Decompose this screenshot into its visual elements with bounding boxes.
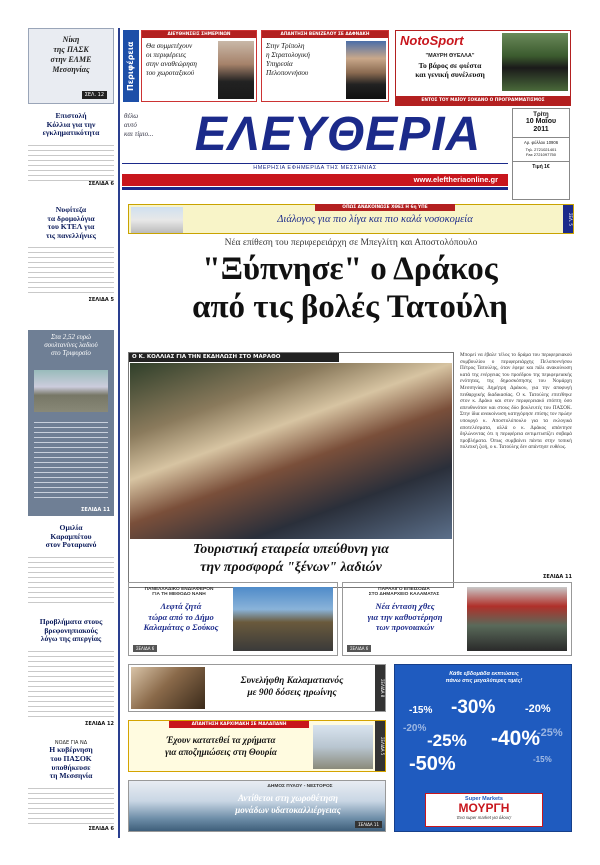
masthead-title: ΕΛΕΥΘΕΡΙΑ <box>194 108 482 161</box>
teaser-text: Το βάρος σε φιέστα και γενική συνέλευση <box>415 61 485 79</box>
masthead <box>168 108 508 162</box>
article-title: Νυφίτεζα τα δρομολόγια του ΚΤΕΛ για τις πανελλήνιες <box>46 205 96 240</box>
article-title: Ομιλία Καραμπέτου στον Ροταριανό <box>45 523 97 550</box>
article-kicker: ΝΟΔΕ ΓΙΑ ΝΔ <box>54 740 88 746</box>
ad-discount-8: -50% <box>409 753 456 775</box>
story-text: Συνελήφθη Καλαματιανός με 900 δόσεις ηρωίνης <box>240 676 344 698</box>
page-ref: ΣΕΛΙΔΑ 11 <box>81 507 110 513</box>
ad-discount-7: -25% <box>537 727 563 739</box>
ad-discount-5: -25% <box>427 731 467 750</box>
blue-rule <box>122 187 508 190</box>
page-ref: ΣΕΛΙΔΑ 11 <box>355 821 382 828</box>
ad-discount-6: -40% <box>491 727 541 750</box>
sidebar-article-kollias[interactable] <box>28 112 114 187</box>
teaser-portrait <box>346 41 386 99</box>
lead-photo <box>130 363 452 539</box>
page-ref: ΣΕΛ. 12 <box>82 91 107 99</box>
article-body <box>28 647 114 721</box>
ad-brand-name: ΜΟΥΡΓΗ <box>458 801 510 815</box>
notosport-teaser[interactable] <box>395 30 571 106</box>
banner-kicker: ΟΠΩΣ ΑΝΑΚΟΙΝΩΣΕ ΧΘΕΣ Η 6η ΥΠΕ <box>315 204 455 211</box>
sidebar-box-elme[interactable] <box>28 28 114 104</box>
photo-caption-tag: Ο Κ. ΚΟΛΛΙΑΣ ΓΙΑ ΤΗΝ ΕΚΔΗΛΩΣΗ ΣΤΟ ΜΑΡΑΘΟ <box>129 353 339 362</box>
story-photo <box>467 587 567 651</box>
lead-overline: Νέα επίθεση του περιφερειάρχη σε Μπεγλίτη και Αποστολόπουλο <box>224 238 478 248</box>
article-body <box>28 243 114 297</box>
lead-headline[interactable]: "Ξύπνησε" ο Δράκος από τις βολές Τατούλη <box>192 251 508 325</box>
page-ref: ΣΕΛΙΔΑ 6 <box>347 645 371 652</box>
ad-brand-tagline: Ένα super market για όλους! <box>456 815 512 820</box>
story-soukos[interactable] <box>128 582 338 656</box>
article-photo <box>34 370 108 412</box>
story-text: Νέα ένταση χθες για την καθυστέρηση των προνοιακών <box>367 601 443 632</box>
banner-text: Διάλογος για πιο λίγα και πιο καλά νοσοκομεία <box>277 214 473 225</box>
story-kicker: ΠΑΝΕΛΛΑΔΙΚΟ ΕΝΔΙΑΦΕΡΟΝ ΓΙΑ ΤΗ ΜΕΘΟΔΟ ΝΑΝΗ <box>144 587 214 597</box>
article-body <box>28 553 114 607</box>
teaser-kicker: "ΜΑΥΡΗ ΘΥΕΛΛΑ" <box>425 53 475 59</box>
lead-photo-box[interactable] <box>128 352 454 588</box>
banner-hospitals[interactable] <box>128 204 574 234</box>
story-kicker: ΠΑΡΑΛΙΓΟ ΕΠΕΙΣΟΔΙΑ ΣΤΟ ΔΗΜΑΡΧΕΙΟ ΚΑΛΑΜΑΤΑΣ <box>368 587 440 597</box>
story-text: Λεφτά ζητά τώρα από το Δήμο Καλαμάτας ο Σούκος <box>143 601 219 632</box>
date-box <box>512 108 570 200</box>
lead-body-text: Μπορεί να έβαλε τέλος το δράμα του περιφερειακού συμβουλίου ο περιφερειάρχης Πελοποννήσου Πέτρος Τατούλης, όταν έφερε και πάλι ανακοίνωση κατά της ενέργειας του προέδρου της περιφερειακής ενότητας, της δημοσκόπησης του Νομάρχη Μεσσηνίας Δημήτρη Δράκου, για την αποφυγή πειθαρχικής διαδικασίας. Ο κ. Τατούλης επιτέθηκε στον κ. Δράκο και στον περιφερειακό επόπτη όσο απευθυνόταν και στους δύο βουλευτές του ΠΑΣΟΚ. Στην ίδια ανακοίνωση κατηγόρησε επίσης τον πρώην υπουργό κ. Αποστολόπουλο για τα εκλογικά αποτελέσματα, αλλά ο κ. Δράκος απάντησε δηλώνοντας ότι η περιφέρεια αντιμετωπίζει σοβαρά προβλήματα. Όπως συμβαίνει πάντα στην τοπική πολιτική ζωή, ο κ. Τατούλης δεν απάντησε ευθέως. <box>460 352 572 451</box>
story-photo <box>131 667 205 709</box>
page-ref: ΣΕΛΙΔΑ 5 <box>88 297 114 304</box>
ad-discount-9: -15% <box>533 755 552 764</box>
story-aquaculture[interactable] <box>128 780 386 832</box>
page-ref: ΣΕΛ. 5 <box>563 205 573 233</box>
story-thouria[interactable] <box>128 720 386 772</box>
teaser-footer: ΕΝΤΟΣ ΤΟΥ ΜΑΪΟΥ ΣΟΚΑΝΟ Ο ΠΡΟΓΡΑΜΜΑΤΙΣΜΟΣ <box>396 96 570 105</box>
article-body <box>34 418 108 502</box>
story-photo <box>233 587 333 651</box>
teaser-stratologiki[interactable] <box>261 30 389 102</box>
periferia-tag: Περιφέρεια <box>123 30 139 102</box>
masthead-subtitle: ΗΜΕΡΗΣΙΑ ΕΦΗΜΕΡΙΔΑ ΤΗΣ ΜΕΣΣΗΝΙΑΣ <box>253 165 377 171</box>
sidebar-article-ktel[interactable] <box>28 206 114 303</box>
issue-number: Αρ. φύλλου 10906 <box>513 137 569 145</box>
teaser-kicker: ΑΠΑΝΤΗΣΗ ΒΕΝΙΖΕΛΟΥ ΣΕ ΔΑΦΝΑΚΗ <box>262 31 388 38</box>
website-link[interactable]: www.eleftheriaonline.gr <box>413 175 498 184</box>
sidebar-article-strike[interactable] <box>28 618 114 727</box>
teaser-portrait <box>218 41 254 99</box>
sidebar-box-title: Νίκη της ΠΑΣΚ στην ΕΛΜΕ Μεσσηνίας <box>50 35 92 74</box>
page-ref: ΣΕΛΙΔΑ 6 <box>133 645 157 652</box>
sidebar-box-raisins[interactable] <box>28 330 114 516</box>
banner-photo <box>131 207 183 233</box>
website-bar <box>122 174 508 186</box>
ad-brand-box <box>425 793 543 827</box>
article-body <box>28 784 114 826</box>
page-ref: ΣΕΛΙΔΑ 11 <box>543 574 572 580</box>
story-pronoiaka[interactable] <box>342 582 572 656</box>
article-title: Επιστολή Κόλλια για την εγκληματικότητα <box>42 111 100 138</box>
article-title: Προβλήματα στους βρεφονηπιακούς λόγω της απεργίας <box>39 617 103 644</box>
article-body <box>28 141 114 181</box>
story-photo <box>313 725 373 769</box>
masthead-subtitle-bar <box>122 163 508 172</box>
sidebar <box>28 28 114 838</box>
teaser-text: Στην Τρίπολη η Στρατολογική Υπηρεσία Πελοποννήσου <box>266 42 310 77</box>
ad-discount-1: -15% <box>409 705 433 716</box>
story-text: Αντίθετοι στη χωροθέτηση μονάδων υδατοκαλλιέργειας <box>235 793 341 815</box>
page-ref: ΣΕΛΙΔΑ 8 <box>375 665 385 711</box>
ad-brand-kicker: Super Markets <box>465 796 503 802</box>
price: Τιμή 1€ <box>513 161 569 170</box>
ad-discount-2: -30% <box>451 697 496 718</box>
sidebar-article-rotary[interactable] <box>28 524 114 607</box>
column-divider <box>118 28 120 838</box>
ad-discount-4: -20% <box>403 723 427 734</box>
teaser-text: Θα συμμετέχουν οι περιφέρειες στην αναθεώρηση του χωροταξικού <box>146 42 197 77</box>
ad-mourgis[interactable] <box>394 664 572 832</box>
phones: Τηλ. 2721021401 Fax 2721097750 <box>525 147 557 157</box>
page-ref: ΣΕΛΙΔΑ 6 <box>88 825 114 832</box>
page-ref: ΣΕΛΙΔΑ 6 <box>88 180 114 187</box>
date-full: 10 Μαΐου 2011 <box>525 118 557 133</box>
teaser-kicker: ΔΙΕΥΘΗΝΣΕΙΣ ΣΗΜΕΡΙΝΩΝ <box>142 31 256 38</box>
page-ref: ΣΕΛΙΔΑ 12 <box>85 720 114 727</box>
photo-headline: Τουριστική εταιρεία υπεύθυνη για την προσφορά "ξένων" λαδιών <box>192 542 390 575</box>
notosport-logo: NotoSport <box>400 33 464 48</box>
story-text: Έχουν κατατεθεί τα χρήματα για αποζημιώσεις στη Θουρία <box>165 735 277 757</box>
lead-body <box>460 352 572 584</box>
team-photo <box>502 33 568 91</box>
story-kicker: ΑΠΑΝΤΗΣΗ ΚΑΡΧΙΜΑΚΗ ΣΕ ΜΑΛΑΠΑΝΗ <box>169 721 309 728</box>
article-title: Η κυβέρνηση του ΠΑΣΟΚ υποθήκευσε τη Μεσσηνία <box>49 745 93 781</box>
teaser-chorotaxiko[interactable] <box>141 30 257 102</box>
sidebar-article-pasok[interactable] <box>28 740 114 832</box>
ad-headline: Κάθε εβδομάδα εκπτώσεις πάνω στις μεγαλύτερες τιμές! <box>445 671 523 684</box>
date-day: Τρίτη <box>533 112 549 118</box>
slogan: θέλω αυτό και τίμιο... <box>124 112 154 138</box>
ad-discount-3: -20% <box>525 703 551 715</box>
story-heroin[interactable] <box>128 664 386 712</box>
article-title: Στα 2,52 ευρώ σουλτανίνες λαδιού στο Τριφυρσίο <box>44 333 98 357</box>
page-ref: ΣΕΛΙΔΑ 5 <box>375 721 385 771</box>
story-kicker: ΔΗΜΟΣ ΠΥΛΟΥ - ΝΕΣΤΟΡΟΣ <box>267 784 333 789</box>
